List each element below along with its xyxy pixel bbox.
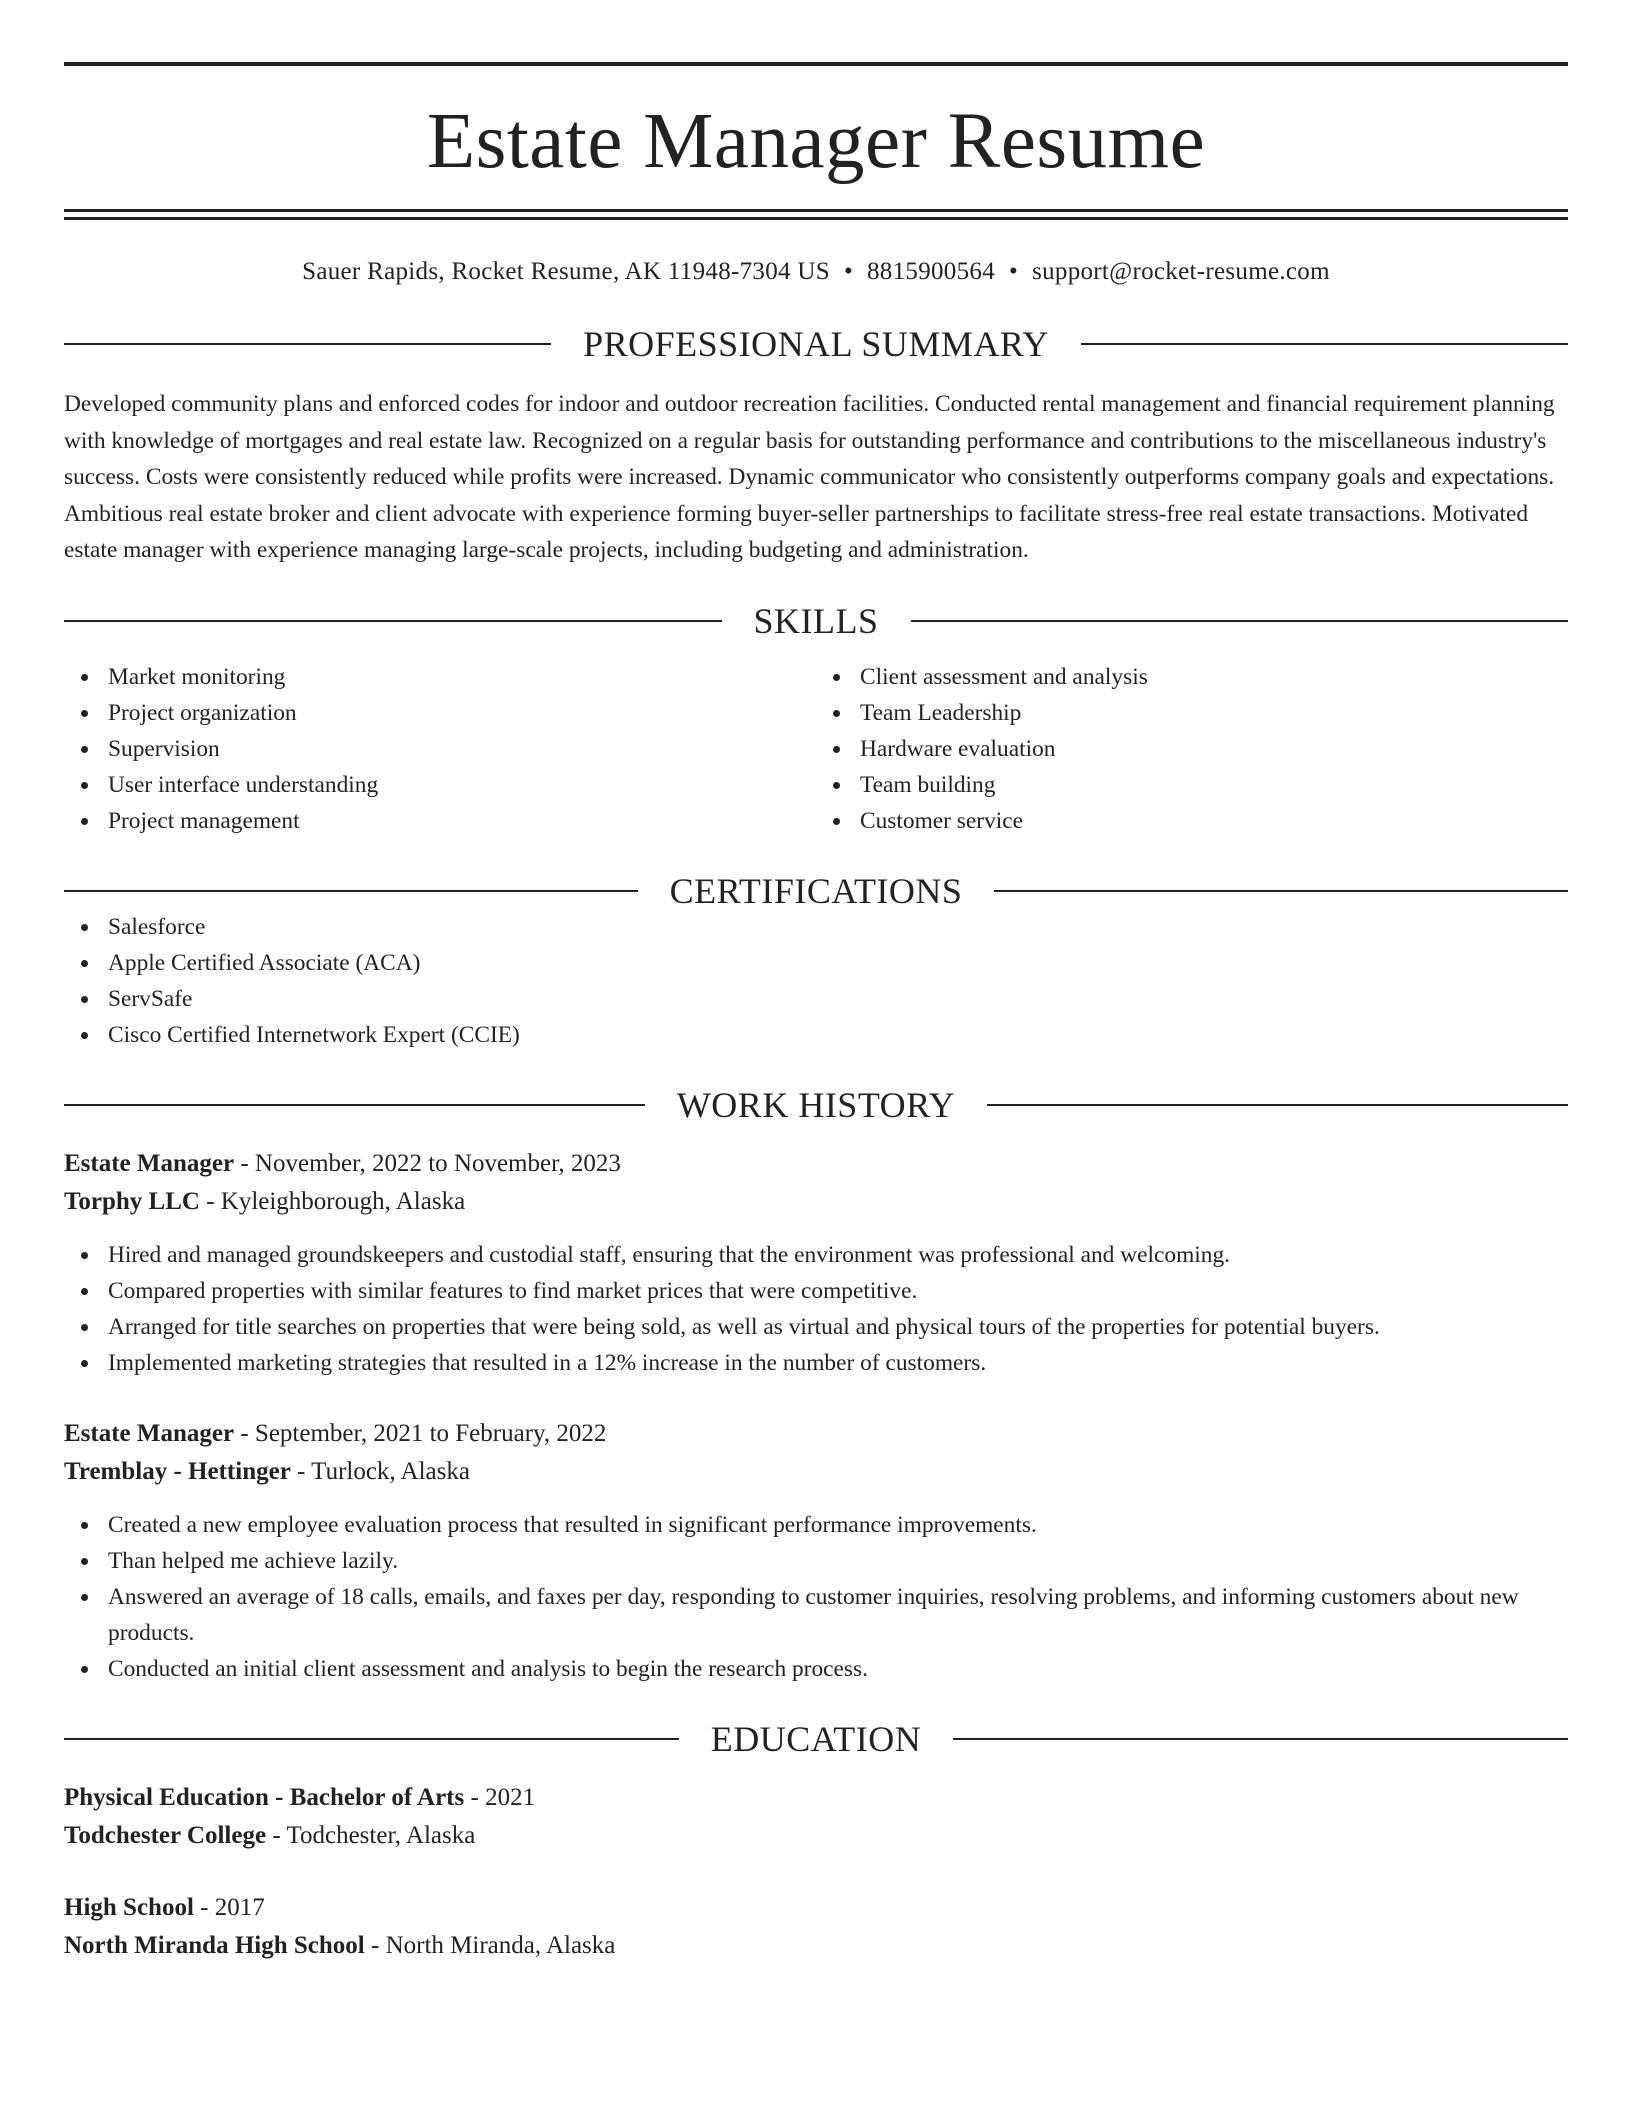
list-item: Than helped me achieve lazily. — [64, 1543, 1568, 1579]
divider-line — [1081, 343, 1568, 345]
education-location: Todchester, Alaska — [286, 1821, 476, 1849]
education-entry — [64, 1889, 1568, 1965]
job-title-line: Estate Manager - November, 2022 to November, 2023 — [64, 1149, 621, 1177]
list-item: Customer service — [816, 803, 1568, 839]
list-item: Implemented marketing strategies that resulted in a 12% increase in the number of customers. — [64, 1345, 1568, 1381]
education-school: North Miranda High School — [64, 1931, 365, 1959]
education-degree-line: High School - 2017 — [64, 1893, 265, 1921]
education-school-line: North Miranda High School - North Miranda, Alaska — [64, 1931, 616, 1959]
divider-line — [911, 620, 1569, 622]
list-item: Hired and managed groundskeepers and custodial staff, ensuring that the environment was professional and welcoming. — [64, 1237, 1568, 1273]
list-item: Cisco Certified Internetwork Expert (CCIE) — [64, 1017, 1568, 1053]
work-history-section-header — [64, 1084, 1568, 1125]
education-degree-line: Physical Education - Bachelor of Arts - 2021 — [64, 1783, 536, 1811]
summary-section-header — [64, 326, 1568, 362]
divider-line — [64, 1104, 645, 1106]
list-item: Market monitoring — [64, 659, 816, 695]
contact-address: Sauer Rapids, Rocket Resume, AK 11948-7304 US — [302, 258, 830, 285]
contact-separator: • — [1009, 258, 1019, 285]
education-school: Todchester College — [64, 1821, 267, 1849]
job-title-line: Estate Manager - September, 2021 to February, 2022 — [64, 1419, 607, 1447]
list-item: Compared properties with similar features to find market prices that were competitive. — [64, 1273, 1568, 1309]
job-title: Estate Manager — [64, 1149, 235, 1177]
certifications-section-header — [64, 870, 1568, 911]
skills-list-left — [64, 659, 816, 839]
contact-line — [64, 258, 1568, 286]
list-item: Team Leadership — [816, 695, 1568, 731]
education-entry — [64, 1779, 1568, 1855]
education-degree: High School — [64, 1893, 194, 1921]
list-item: Project organization — [64, 695, 816, 731]
top-rule — [64, 62, 1568, 66]
list-item: Salesforce — [64, 909, 1568, 945]
title-double-rule — [64, 209, 1568, 220]
job-dates: November, 2022 to November, 2023 — [254, 1149, 621, 1177]
list-item: Conducted an initial client assessment and analysis to begin the research process. — [64, 1651, 1568, 1687]
list-item: Answered an average of 18 calls, emails, and faxes per day, responding to customer inquiries, resolving problems, and informing customers about new products. — [64, 1579, 1568, 1651]
divider-line — [987, 1104, 1568, 1106]
education-degree: Physical Education - Bachelor of Arts — [64, 1783, 465, 1811]
contact-email: support@rocket-resume.com — [1032, 258, 1330, 285]
job-entry — [64, 1415, 1568, 1687]
list-item: Team building — [816, 767, 1568, 803]
list-item: User interface understanding — [64, 767, 816, 803]
divider-line — [64, 1738, 679, 1740]
skills-columns — [64, 659, 1568, 839]
divider-line — [64, 620, 722, 622]
skills-heading: SKILLS — [753, 600, 879, 641]
skills-list-right — [816, 659, 1568, 839]
list-item: Apple Certified Associate (ACA) — [64, 945, 1568, 981]
contact-phone: 8815900564 — [867, 258, 995, 285]
job-dates: September, 2021 to February, 2022 — [254, 1419, 607, 1447]
divider-line — [64, 890, 638, 892]
certifications-list — [64, 909, 1568, 1053]
list-item: Hardware evaluation — [816, 731, 1568, 767]
page-title: Estate Manager Resume — [426, 98, 1206, 185]
list-item: Supervision — [64, 731, 816, 767]
education-section-header — [64, 1718, 1568, 1759]
divider-line — [953, 1738, 1568, 1740]
contact-separator: • — [843, 258, 853, 285]
list-item: ServSafe — [64, 981, 1568, 1017]
job-bullets — [64, 1507, 1568, 1687]
certifications-heading: CERTIFICATIONS — [669, 870, 963, 911]
job-location: Turlock, Alaska — [311, 1457, 470, 1485]
education-heading: EDUCATION — [710, 1718, 922, 1759]
list-item: Arranged for title searches on properties that were being sold, as well as virtual and physical tours of the properties for potential buyers. — [64, 1309, 1568, 1345]
job-company: Torphy LLC — [64, 1187, 200, 1215]
job-company-line: Tremblay - Hettinger - Turlock, Alaska — [64, 1457, 470, 1485]
education-year: 2021 — [485, 1783, 536, 1811]
job-location: Kyleighborough, Alaska — [220, 1187, 466, 1215]
education-school-line: Todchester College - Todchester, Alaska — [64, 1821, 476, 1849]
summary-heading: PROFESSIONAL SUMMARY — [583, 324, 1049, 364]
job-title: Estate Manager — [64, 1419, 235, 1447]
list-item: Project management — [64, 803, 816, 839]
summary-text: Developed community plans and enforced codes for indoor and outdoor recreation facilities. Conducted rental management and financial requirement planning with knowledge of mortgages and real estate law. Recognized on a regular basis for outstanding performance and contributions to the miscellaneous industry's success. Costs were consistently reduced while profits were increased. Dynamic communicator who consistently outperforms company goals and expectations. Ambitious real estate broker and client advocate with experience forming buyer-seller partnerships to facilitate stress-free real estate transactions. Motivated estate manager with experience managing large-scale projects, including budgeting and administration. — [64, 391, 1555, 563]
job-entry — [64, 1145, 1568, 1381]
work-history-heading: WORK HISTORY — [676, 1084, 956, 1125]
job-company: Tremblay - Hettinger — [64, 1457, 291, 1485]
divider-line — [64, 343, 551, 345]
list-item: Created a new employee evaluation process that resulted in significant performance improvements. — [64, 1507, 1568, 1543]
education-location: North Miranda, Alaska — [385, 1931, 616, 1959]
job-bullets — [64, 1237, 1568, 1381]
education-year: 2017 — [214, 1893, 265, 1921]
divider-line — [994, 890, 1568, 892]
list-item: Client assessment and analysis — [816, 659, 1568, 695]
skills-section-header — [64, 600, 1568, 641]
job-company-line: Torphy LLC - Kyleighborough, Alaska — [64, 1187, 466, 1215]
